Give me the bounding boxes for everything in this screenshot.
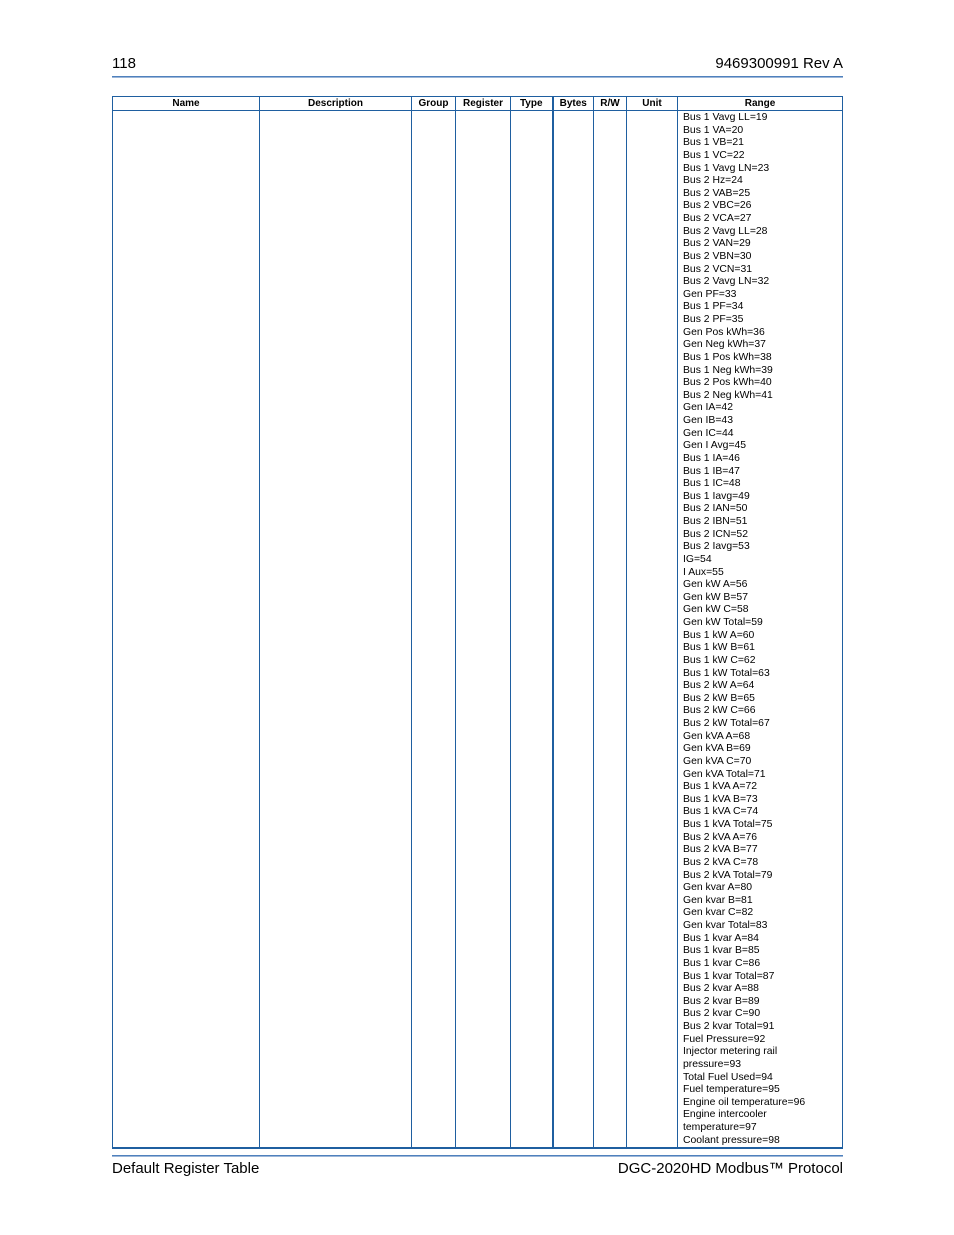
range-value: Bus 2 PF=35 bbox=[683, 314, 744, 325]
range-value: Gen kW C=58 bbox=[683, 604, 749, 616]
range-value: Bus 2 Hz=24 bbox=[683, 175, 743, 187]
header-rule bbox=[112, 76, 843, 78]
cell-unit bbox=[627, 111, 678, 1149]
range-value: Bus 2 kW Total=67 bbox=[683, 718, 770, 729]
cell-rw bbox=[594, 111, 627, 1149]
cell-bytes bbox=[553, 111, 594, 1149]
range-value: Engine intercooler bbox=[683, 1109, 767, 1121]
range-value: Bus 1 IC=48 bbox=[683, 478, 741, 490]
range-value: Bus 1 Neg kWh=39 bbox=[683, 364, 773, 376]
col-header-name: Name bbox=[113, 97, 260, 111]
range-value: Bus 2 IBN=51 bbox=[683, 516, 748, 527]
range-value: Bus 1 kvar A=84 bbox=[683, 932, 759, 944]
range-value: Gen IC=44 bbox=[683, 427, 734, 439]
range-value: Bus 1 kvar B=85 bbox=[683, 945, 760, 957]
col-header-unit: Unit bbox=[627, 97, 678, 111]
range-value: Engine oil temperature=96 bbox=[683, 1096, 806, 1108]
table-header-row bbox=[113, 97, 843, 111]
range-value: Bus 2 kVA Total=79 bbox=[683, 869, 773, 881]
range-value: I Aux=55 bbox=[683, 566, 724, 578]
page-header bbox=[112, 55, 843, 77]
range-value: Bus 1 kVA C=74 bbox=[683, 806, 759, 818]
range-value: Bus 2 kvar B=89 bbox=[683, 995, 760, 1007]
range-value: Bus 2 VCN=31 bbox=[683, 263, 753, 275]
range-value: Bus 2 IAN=50 bbox=[683, 503, 748, 515]
range-value: Gen kVA B=69 bbox=[683, 743, 751, 755]
range-value: Bus 2 VBC=26 bbox=[683, 200, 752, 212]
range-value: Bus 1 kvar C=86 bbox=[683, 957, 761, 969]
range-value: Gen Pos kWh=36 bbox=[683, 326, 765, 338]
range-value: Fuel Pressure=92 bbox=[683, 1033, 766, 1045]
range-value: Bus 2 VAB=25 bbox=[683, 187, 751, 199]
range-value: Bus 2 VBN=30 bbox=[683, 250, 752, 262]
range-value: Bus 1 IA=46 bbox=[683, 452, 740, 464]
range-value: Gen kvar C=82 bbox=[683, 907, 754, 919]
range-value: Gen IA=42 bbox=[683, 402, 733, 414]
cell-register bbox=[456, 111, 511, 1149]
range-value: Bus 1 kW B=61 bbox=[683, 642, 755, 654]
range-value: Bus 1 kVA Total=75 bbox=[683, 819, 773, 830]
range-value: Bus 1 Vavg LN=23 bbox=[683, 162, 770, 174]
range-value: Gen kvar B=81 bbox=[683, 894, 753, 906]
range-value: Bus 1 kW C=62 bbox=[683, 654, 756, 666]
range-value: Gen kW Total=59 bbox=[683, 617, 763, 628]
range-value: Bus 2 kvar C=90 bbox=[683, 1008, 761, 1020]
range-list bbox=[678, 111, 842, 1147]
col-header-group: Group bbox=[412, 97, 456, 111]
range-value: Total Fuel Used=94 bbox=[683, 1071, 773, 1083]
range-value: Bus 2 kVA C=78 bbox=[683, 856, 759, 868]
range-value: Bus 1 VA=20 bbox=[683, 124, 744, 136]
col-header-bytes: Bytes bbox=[553, 97, 594, 111]
footer-document-title: DGC-2020HD Modbus™ Protocol bbox=[617, 1160, 843, 1177]
range-value: Bus 2 Iavg=53 bbox=[683, 541, 750, 553]
range-value: Bus 1 IB=47 bbox=[683, 465, 740, 477]
range-value: Gen kVA Total=71 bbox=[683, 768, 766, 780]
cell-range bbox=[678, 111, 843, 1149]
range-value: Gen kW B=57 bbox=[683, 591, 748, 603]
range-value: Bus 2 VCA=27 bbox=[683, 213, 752, 224]
range-value: Bus 1 kW A=60 bbox=[683, 629, 755, 641]
page-number: 118 bbox=[112, 55, 136, 72]
col-header-range: Range bbox=[678, 97, 843, 111]
range-value: Gen I Avg=45 bbox=[683, 440, 747, 452]
range-value: Gen IB=43 bbox=[683, 415, 733, 426]
range-value: Bus 2 Pos kWh=40 bbox=[683, 377, 772, 389]
range-value: Bus 1 kVA A=72 bbox=[683, 781, 758, 793]
range-value: Bus 2 kW B=65 bbox=[683, 692, 755, 704]
range-value: Bus 2 kVA B=77 bbox=[683, 844, 758, 856]
range-value: IG=54 bbox=[683, 553, 712, 565]
document-number: 9469300991 Rev A bbox=[715, 55, 843, 72]
col-header-register: Register bbox=[456, 97, 511, 111]
range-value: Fuel temperature=95 bbox=[683, 1084, 780, 1096]
col-header-description: Description bbox=[260, 97, 412, 111]
footer-section-title: Default Register Table bbox=[112, 1160, 260, 1177]
range-value: Bus 1 kVA B=73 bbox=[683, 793, 758, 805]
range-value: Bus 2 kW A=64 bbox=[683, 680, 755, 692]
cell-group bbox=[412, 111, 456, 1149]
range-value: Gen kvar Total=83 bbox=[683, 920, 768, 931]
range-value: Bus 2 kvar Total=91 bbox=[683, 1021, 775, 1032]
range-value: Bus 2 kVA A=76 bbox=[683, 831, 758, 843]
range-value: Bus 1 Iavg=49 bbox=[683, 490, 750, 502]
col-header-rw: R/W bbox=[594, 97, 627, 111]
range-value: Bus 2 Vavg LN=32 bbox=[683, 276, 770, 288]
range-value: Bus 1 Vavg LL=19 bbox=[683, 112, 768, 123]
range-value: Bus 1 VC=22 bbox=[683, 149, 745, 161]
range-value: Injector metering rail bbox=[683, 1046, 778, 1058]
range-value: Bus 2 Vavg LL=28 bbox=[683, 225, 768, 237]
register-table bbox=[112, 96, 843, 1149]
range-value: Gen kVA A=68 bbox=[683, 730, 751, 742]
range-value: Bus 1 kvar Total=87 bbox=[683, 970, 775, 982]
range-value: Bus 2 kW C=66 bbox=[683, 705, 756, 717]
page-footer bbox=[112, 1160, 843, 1182]
range-value: Gen PF=33 bbox=[683, 288, 737, 300]
range-value: temperature=97 bbox=[683, 1122, 757, 1133]
range-value: pressure=93 bbox=[683, 1058, 742, 1070]
range-value: Gen kW A=56 bbox=[683, 579, 748, 591]
range-value: Bus 2 kvar A=88 bbox=[683, 983, 759, 995]
range-value: Gen kVA C=70 bbox=[683, 755, 752, 767]
range-value: Bus 1 kW Total=63 bbox=[683, 667, 770, 679]
footer-rule bbox=[112, 1155, 843, 1157]
cell-type bbox=[511, 111, 553, 1149]
cell-description bbox=[260, 111, 412, 1149]
range-value: Bus 1 VB=21 bbox=[683, 137, 744, 149]
range-value: Bus 2 ICN=52 bbox=[683, 528, 748, 540]
range-value: Coolant pressure=98 bbox=[683, 1134, 780, 1146]
range-value: Bus 2 VAN=29 bbox=[683, 238, 751, 250]
range-value: Gen kvar A=80 bbox=[683, 882, 753, 894]
cell-name bbox=[113, 111, 260, 1149]
range-value: Bus 1 PF=34 bbox=[683, 301, 744, 313]
range-value: Gen Neg kWh=37 bbox=[683, 339, 766, 351]
range-value: Bus 2 Neg kWh=41 bbox=[683, 389, 773, 401]
range-value: Bus 1 Pos kWh=38 bbox=[683, 351, 772, 363]
col-header-type: Type bbox=[511, 97, 553, 111]
table-row bbox=[113, 111, 843, 1149]
